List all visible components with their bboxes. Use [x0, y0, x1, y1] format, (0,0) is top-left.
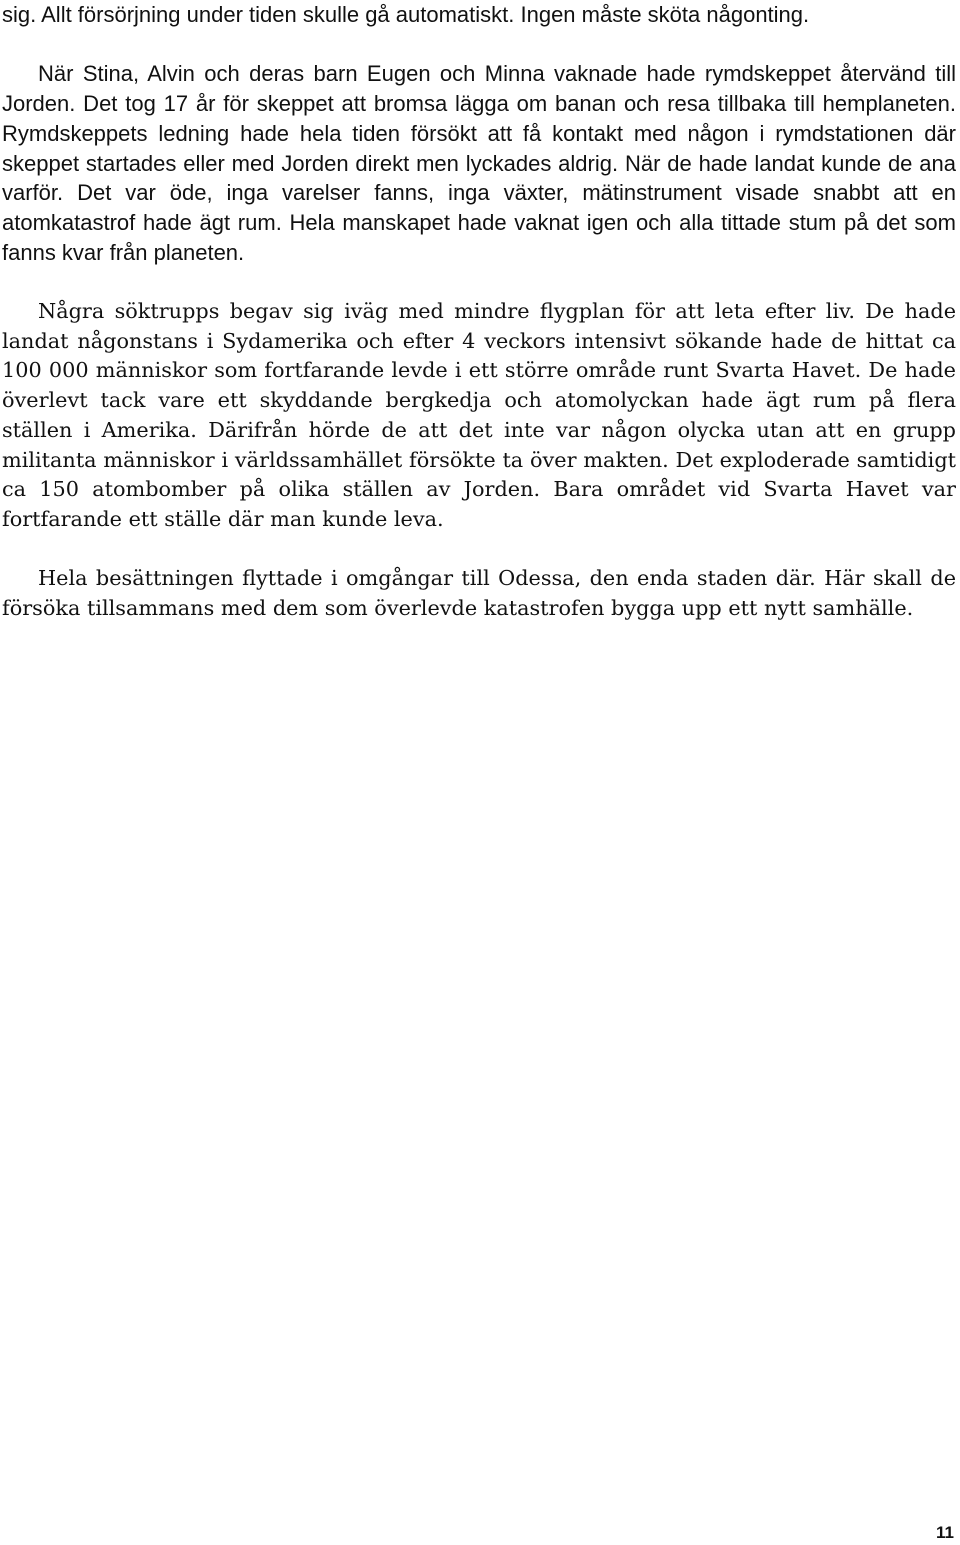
paragraph-1: [2, 0, 956, 30]
paragraph-4-text: Hela besättningen flyttade i omgångar till Odessa, den enda staden där. Här skall de försöka tillsammans med dem som överlevde katastrofen bygga upp ett nytt samhälle.: [2, 566, 956, 621]
document-page: [2, 0, 956, 624]
paragraph-1-text: sig. Allt försörjning under tiden skulle gå automatiskt. Ingen måste sköta någonting.: [2, 2, 810, 27]
page-number: 11: [936, 1523, 954, 1542]
paragraph-2-text-e: Hela manskapet hade vaknat igen och alla tittade stum på det som fanns kvar från planeten.: [2, 209, 956, 265]
paragraph-2-text-c: När de hade landat kunde de ana varför.: [2, 150, 956, 206]
paragraph-3: [2, 297, 956, 535]
paragraph-2-text-b: Rymdskeppets ledning hade hela tiden försökt att få kontakt med någon i rymdstationen där skeppet startades eller med Jorden direkt men lyckades aldrig.: [2, 120, 956, 176]
paragraph-2-text-a: När Stina, Alvin och deras barn Eugen och Minna vaknade hade rymdskeppet återvänd till Jorden. Det tog 17 år för skeppet att bromsa lägga om banan och resa tillbaka till hemplaneten.: [2, 61, 956, 117]
paragraph-4: [2, 564, 956, 623]
paragraph-3-text: Några söktrupps begav sig iväg med mindre flygplan för att leta efter liv. De hade landat någonstans i Sydamerika och efter 4 veckors intensivt sökande hade de hittat ca 100 000 människor som fortfarande levde i ett större område runt Svarta Havet. De hade överlevt tack vare ett skyddande bergkedja och atomolyckan hade ägt rum på flera ställen i Amerika. Därifrån hörde de att det inte var någon olycka utan att en grupp militanta människor i världssamhället försökte ta över makten. Det exploderade samtidigt ca 150 atombomber på olika ställen av Jorden. Bara området vid Svarta Havet var fortfarande ett ställe där man kunde leva.: [2, 299, 956, 531]
paragraph-2: [2, 59, 956, 267]
paragraph-2-text-d: Det var öde, inga varelser fanns, inga växter, mätinstrument visade snabbt att en atomkatastrof hade ägt rum.: [2, 180, 957, 235]
